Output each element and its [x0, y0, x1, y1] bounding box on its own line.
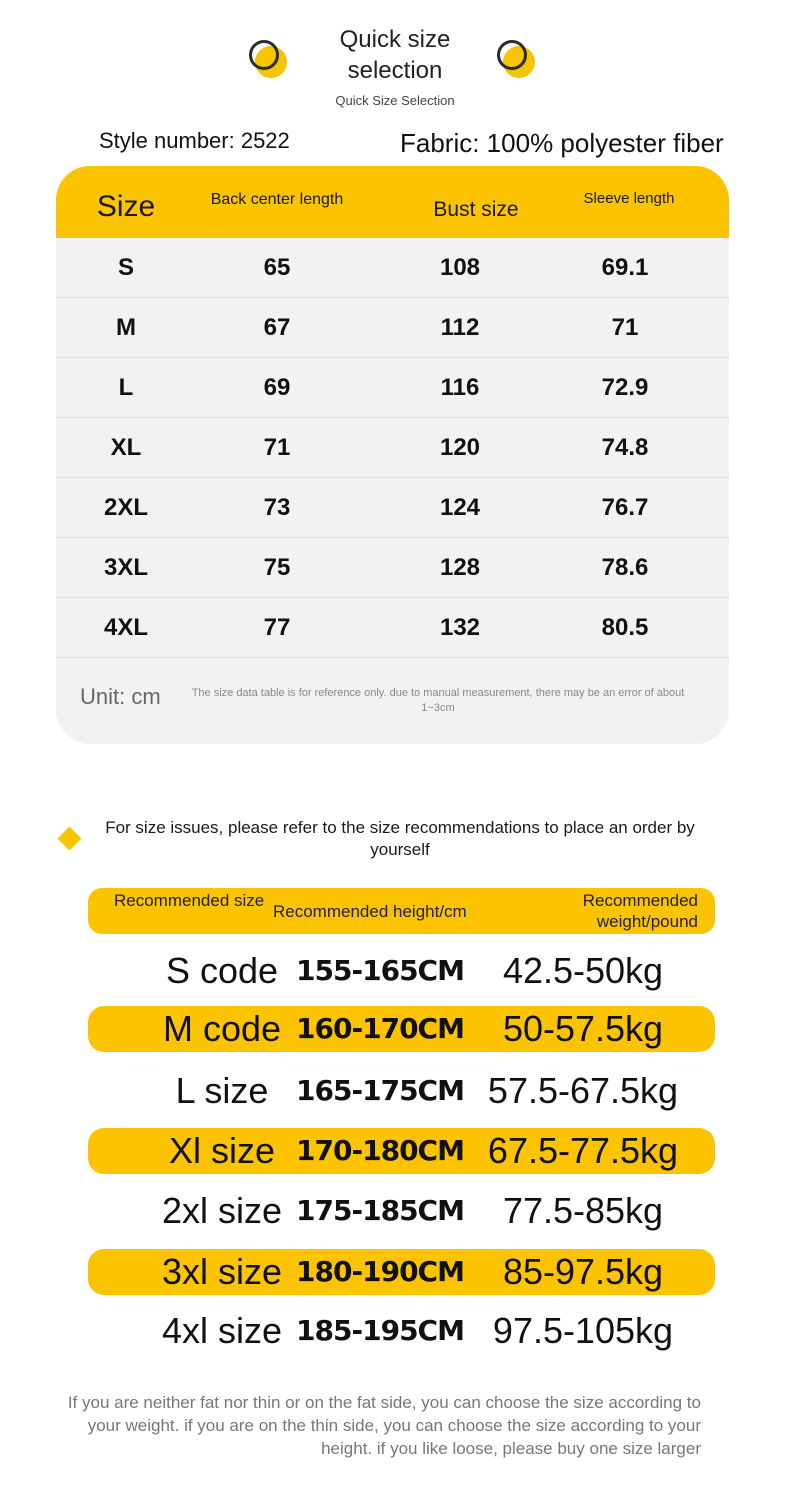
cell-bust: 108	[439, 254, 481, 281]
circle-decoration-icon	[249, 40, 289, 80]
rec-weight: 97.5-105kg	[492, 1310, 674, 1351]
cell-size: 2XL	[103, 494, 148, 521]
rec-size: S code	[165, 950, 279, 991]
fabric-info: Fabric: 100% polyester fiber	[400, 128, 724, 158]
size-table	[56, 166, 729, 744]
table-row	[56, 298, 729, 358]
rec-height: 160-170CM	[296, 1012, 464, 1045]
cell-size: 3XL	[103, 554, 148, 581]
recommendation-row	[88, 1188, 715, 1234]
cell-bust: 112	[440, 314, 480, 341]
cell-bust: 128	[439, 554, 481, 581]
table-row	[56, 478, 729, 538]
table-row	[56, 358, 729, 418]
cell-sleeve: 72.9	[601, 374, 649, 401]
header-recommended-weight: Recommended weight/pound	[582, 891, 698, 931]
cell-bust: 124	[439, 494, 481, 521]
cell-back-length: 69	[263, 374, 291, 401]
cell-back-length: 75	[263, 554, 291, 581]
cell-back-length: 65	[263, 254, 291, 281]
table-row	[56, 238, 729, 298]
rec-size: M code	[162, 1008, 282, 1049]
rec-weight: 85-97.5kg	[502, 1251, 664, 1292]
rec-height: 165-175CM	[296, 1074, 464, 1107]
recommendation-row	[88, 1006, 715, 1052]
cell-sleeve: 69.1	[601, 254, 649, 281]
rec-weight: 42.5-50kg	[502, 950, 664, 991]
rec-weight: 77.5-85kg	[502, 1190, 664, 1231]
page-subtitle: Quick Size Selection	[335, 93, 455, 108]
rec-size: 4xl size	[161, 1310, 283, 1351]
size-table-header	[56, 166, 729, 238]
cell-back-length: 73	[263, 494, 291, 521]
cell-bust: 116	[440, 374, 480, 401]
cell-bust: 120	[439, 434, 481, 461]
cell-sleeve: 74.8	[601, 434, 649, 461]
header-recommended-size: Recommended size	[114, 891, 265, 910]
cell-sleeve: 71	[611, 314, 639, 341]
cell-sleeve: 80.5	[601, 614, 649, 641]
circle-decoration-icon	[497, 40, 537, 80]
unit-label: Unit: cm	[80, 684, 161, 709]
page-header	[0, 24, 790, 114]
measurement-note: The size data table is for reference only. due to manual measurement, there may be an error of about 1~3cm	[191, 687, 685, 714]
cell-size: 4XL	[103, 614, 148, 641]
table-row	[56, 418, 729, 478]
recommendation-row	[88, 1068, 715, 1114]
table-row	[56, 598, 729, 658]
recommendation-row	[88, 948, 715, 994]
rec-size: L size	[175, 1070, 269, 1111]
cell-size: S	[117, 254, 134, 281]
rec-weight: 67.5-77.5kg	[487, 1130, 679, 1171]
header-size: Size	[96, 190, 156, 223]
cell-bust: 132	[439, 614, 481, 641]
header-recommended-height: Recommended height/cm	[273, 902, 467, 921]
recommendation-row	[88, 1308, 715, 1354]
header-back-center-length: Back center length	[210, 191, 344, 208]
cell-back-length: 67	[263, 314, 291, 341]
rec-height: 185-195CM	[296, 1314, 464, 1347]
table-row	[56, 538, 729, 598]
cell-sleeve: 76.7	[601, 494, 649, 521]
rec-size: 3xl size	[161, 1251, 283, 1292]
recommendation-row	[88, 1128, 715, 1174]
header-bust-size: Bust size	[433, 198, 519, 221]
rec-weight: 57.5-67.5kg	[487, 1070, 679, 1111]
footer-note: If you are neither fat nor thin or on the fat side, you can choose the size according to your weight. if you are on the thin side, you can choose the size according to your height. if you like loose, please buy one size larger	[67, 1393, 701, 1458]
page-title: Quick size selection	[339, 26, 451, 84]
cell-sleeve: 78.6	[601, 554, 649, 581]
cell-size: XL	[110, 434, 142, 461]
diamond-bullet-icon	[57, 826, 81, 850]
cell-back-length: 77	[263, 614, 291, 641]
cell-size: M	[116, 314, 136, 341]
rec-weight: 50-57.5kg	[502, 1008, 664, 1049]
recommendation-intro: For size issues, please refer to the size recommendations to place an order by yourself	[105, 818, 695, 859]
rec-size: Xl size	[168, 1130, 276, 1171]
rec-height: 155-165CM	[296, 954, 464, 987]
cell-size: L	[118, 374, 134, 401]
style-number: Style number: 2522	[99, 128, 290, 153]
recommendation-header	[88, 888, 715, 934]
recommendation-row	[88, 1249, 715, 1295]
rec-height: 170-180CM	[296, 1134, 464, 1167]
rec-height: 175-185CM	[296, 1194, 464, 1227]
header-sleeve-length: Sleeve length	[583, 190, 675, 207]
cell-back-length: 71	[263, 434, 291, 461]
rec-size: 2xl size	[161, 1190, 283, 1231]
rec-height: 180-190CM	[296, 1255, 464, 1288]
